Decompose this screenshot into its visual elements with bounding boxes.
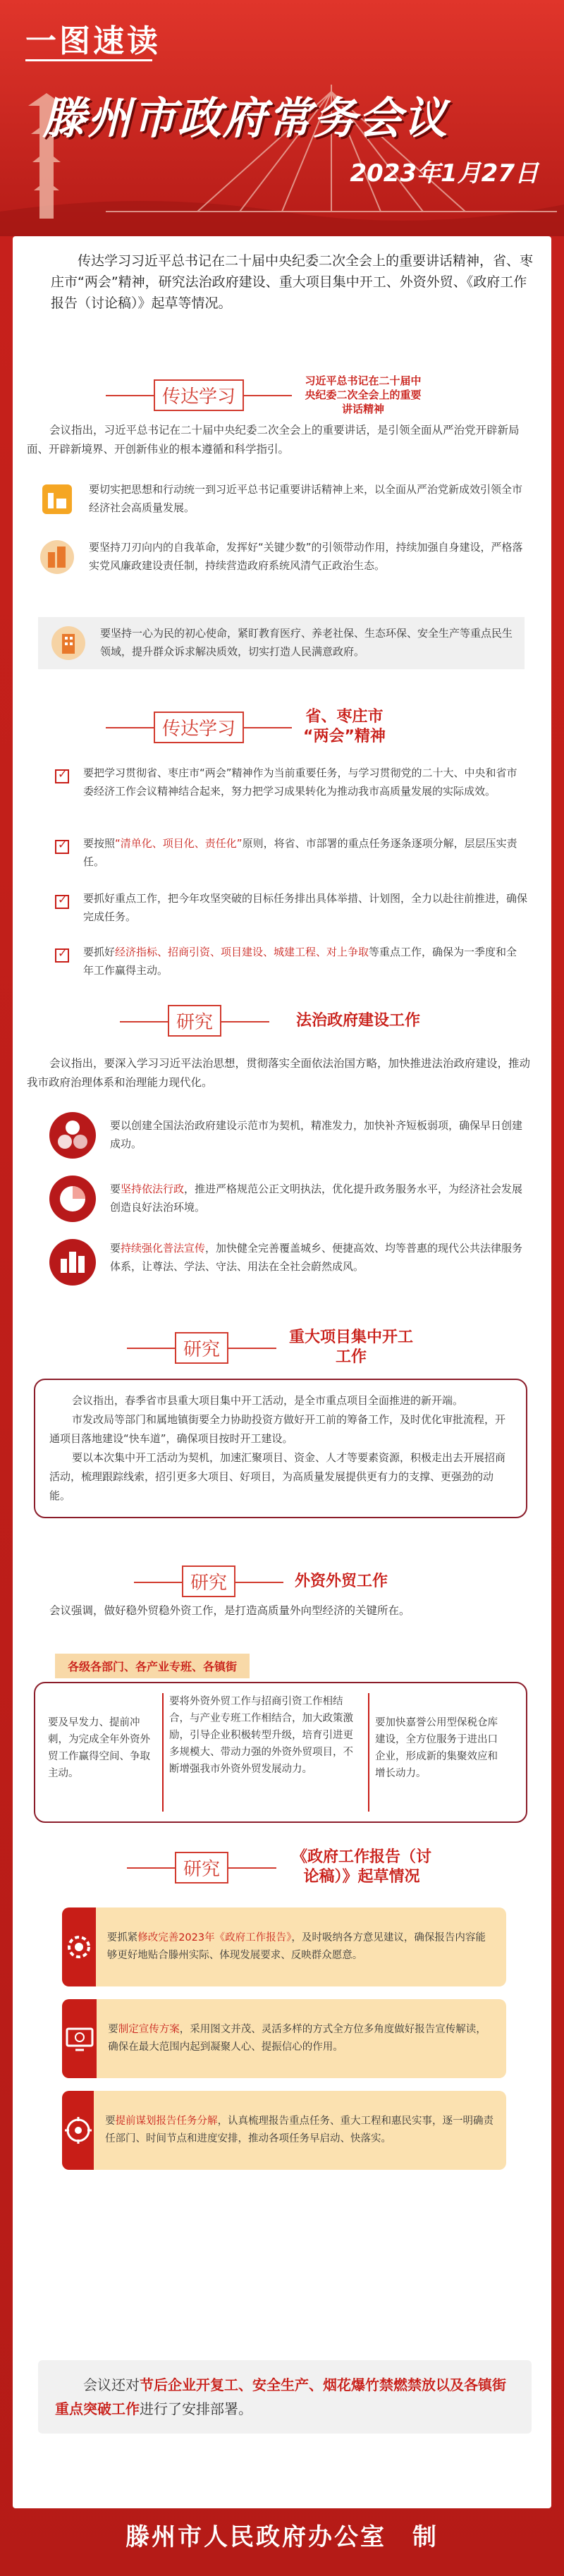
pie-chart-icon: [48, 1174, 97, 1223]
section-2-item-text: 要把学习贯彻省、枣庄市“两会”精神作为当前重要任务，与学习贯彻党的二十大、中央和省市委经济工作会议精神结合起来，努力把学习成果转化为推动我市高质量发展的实际成效。: [83, 767, 517, 798]
section-2-item-text: [83, 834, 527, 871]
icon-wrap: [62, 1907, 96, 1986]
city-icon: [48, 1238, 97, 1287]
section-4-paragraph: 市发改局等部门和属地镇街要全力协助投资方做好开工前的筹备工作，及时优化审批流程，开通项目落地建设“快车道”，确保项目按时开工建设。: [49, 1413, 506, 1445]
text-part: 要: [108, 2024, 118, 2035]
icon-wrap: [62, 1999, 97, 2078]
banner-title: 滕州市政府常务会议: [42, 92, 449, 144]
text-part: 原则，将省、市部署的重点任务逐条逐项分解，层层压实责任。: [83, 837, 517, 868]
text-part: ，加快健全完善覆盖城乡、便捷高效、均等普惠的现代公共法律服务体系，让尊法、学法、守法、用法在全社会蔚然成风。: [110, 1242, 523, 1273]
text-part: 要: [105, 2116, 116, 2127]
highlight-text: 坚持依法行政: [121, 1183, 185, 1195]
section-5-subtitle: 外资外贸工作: [295, 1572, 388, 1590]
section-6-header: [175, 1848, 436, 1887]
checkbox-icon: [55, 840, 69, 854]
highlight-text: 提前谋划报告任务分解: [115, 2116, 218, 2127]
highlight-text: 修改完善2023年《政府工作报告》: [137, 1932, 292, 1943]
section-3-item: [48, 1238, 527, 1287]
section-3-item-text: 要以创建全国法治政府建设示范市为契机，精准发力，加快补齐短板弱项，确保早日创建成功。: [110, 1119, 523, 1150]
cog-icon: [63, 2115, 94, 2146]
section-3-item: [48, 1174, 527, 1223]
section-4-paragraph: 要以本次集中开工活动为契机，加速汇聚项目、资金、人才等要素资源，积极走出去开展招商活动，梳理跟踪线索，招引更多大项目、好项目，为高质量发展提供更有力的支撑、更强劲的动能。: [49, 1451, 506, 1502]
section-2-subtitle-line1: 省、枣庄市: [305, 708, 384, 726]
text-part: 要抓紧: [106, 1932, 138, 1943]
checkbox-icon: [55, 948, 69, 963]
section-2-subtitle: [303, 707, 386, 747]
section-3-item: [48, 1111, 527, 1160]
section-2-item-text: [83, 943, 527, 979]
text-part: ，及时吸纳各方意见建议，确保报告内容能够更好地贴合滕州实际、体现发展要求、反映群众愿意。: [106, 1932, 486, 1961]
text-part: 要按照: [83, 837, 116, 850]
section-5-col: 要将外资外贸工作与招商引资工作相结合，与产业专班工作相结合，加大政策激励，引导企业积极转型升级，培育引进更多规模大、带动力强的外资外贸项目，不断增强我市外资外贸发展动力。: [169, 1696, 353, 1775]
section-1-subtitle: 习近平总书记在二十届中央纪委二次全会上的重要讲话精神: [305, 374, 422, 415]
section-5-col: 要加快嘉誉公用型保税仓库建设，全方位服务于进出口企业，形成新的集聚效应和增长动力。: [375, 1717, 498, 1779]
text-part: ，推进严格规范公正文明执法，优化提升政务服务水平，为经济社会发展创造良好法治环境。: [110, 1183, 523, 1214]
network-icon: [48, 1111, 97, 1160]
section-5-tag: 研究: [182, 1565, 235, 1597]
section-5-intro: 会议强调，做好稳外贸稳外资工作，是打造高质量外向型经济的关键所在。: [49, 1604, 410, 1617]
section-1-item: [38, 617, 525, 669]
text-part: 要: [110, 1242, 121, 1255]
section-2-item: [55, 889, 527, 926]
section-2-item: [55, 764, 527, 800]
section-1-item: [38, 480, 525, 518]
section-6-item-text: [97, 2015, 506, 2062]
section-3-item-text: [110, 1239, 527, 1276]
section-5-columns: [34, 1682, 527, 1823]
section-2-item: [55, 834, 527, 871]
section-2-item: [55, 943, 527, 979]
section-6-item: [62, 2091, 506, 2170]
building-icon: [49, 624, 87, 662]
section-3-subtitle: 法治政府建设工作: [296, 1011, 421, 1030]
section-4-subtitle: 重大项目集中开工工作: [289, 1329, 414, 1366]
section-4-box: [34, 1379, 527, 1518]
highlight-text: 经济指标、招商引资、项目建设、城建工程、对上争取: [115, 946, 369, 958]
section-6-item: [62, 1907, 506, 1986]
checkbox-icon: [55, 895, 69, 909]
text-part: ，采用图文并茂、灵活多样的方式全方位多角度做好报告宣传解读，确保在最大范围内起到凝聚人心、提振信心的作用。: [108, 2024, 486, 2053]
section-6-item: [62, 1999, 506, 2078]
highlight-text: 节后企业开复工、安全生产、烟花爆竹禁燃禁放以及各镇街重点突破工作: [55, 2376, 506, 2417]
text-part: 要抓好: [83, 946, 116, 958]
text-part: 要: [110, 1183, 121, 1195]
bar-chart-icon: [38, 480, 76, 518]
highlight-text: 制定宣传方案: [118, 2024, 180, 2035]
section-2-tag: 传达学习: [154, 712, 244, 743]
buildings-icon: [38, 538, 76, 576]
section-3-header: [168, 1005, 436, 1037]
checkbox-icon: [55, 769, 69, 783]
section-1-item: [38, 538, 525, 576]
section-4-tag: 研究: [175, 1332, 228, 1364]
section-5-header: [182, 1565, 388, 1597]
section-6-item-text: [94, 2107, 506, 2154]
section-1-item-text: 要切实把思想和行动统一到习近平总书记重要讲话精神上来，以全面从严治党新成效引领全市经济社会高质量发展。: [89, 483, 523, 514]
section-2-header: [154, 707, 386, 747]
banner: [0, 0, 564, 236]
section-1-item-text: 要坚持刀刃向内的自我革命，发挥好“关键少数”的引领带动作用，持续加强自身建设，严格落实党风廉政建设责任制，持续营造政府系统风清气正政治生态。: [89, 541, 523, 572]
section-1-tag: 传达学习: [154, 379, 244, 411]
gear-icon: [63, 1931, 94, 1962]
icon-wrap: [62, 2091, 94, 2170]
section-2-item-text: 要抓好重点工作，把今年攻坚突破的目标任务排出具体举措、计划图，全力以赴往前推进，确保完成任务。: [83, 892, 528, 923]
highlight-text: “清单化、项目化、责任化”: [115, 837, 243, 850]
footer-credit: 滕州市人民政府办公室 制: [125, 2523, 439, 2551]
monitor-icon: [64, 2023, 95, 2054]
section-1-header: [154, 374, 423, 416]
highlight-text: 持续强化普法宣传: [121, 1242, 206, 1255]
section-4-header: [175, 1328, 415, 1367]
text-part: 进行了安排部署。: [140, 2400, 252, 2417]
section-2-subtitle-line2: “两会”精神: [303, 728, 386, 745]
section-3-intro: 会议指出，要深入学习习近平法治思想，贯彻落实全面依法治国方略，加快推进法治政府建设，推动我市政府治理体系和治理能力现代化。: [27, 1057, 531, 1089]
kicker-rule: [25, 59, 152, 61]
section-6-tag: 研究: [175, 1852, 228, 1884]
lead-paragraph: 传达学习习近平总书记在二十届中央纪委二次全会上的重要讲话精神，省、枣庄市“两会”精神，研究法治政府建设、重大项目集中开工、外资外贸、《政府工作报告（讨论稿）》起草等情况。: [51, 253, 534, 311]
text-part: 等重点工作，确保为一季度和全年工作赢得主动。: [83, 946, 517, 977]
section-6-subtitle: 《政府工作报告（讨论稿）》起草情况: [292, 1848, 432, 1886]
content-card: [13, 236, 551, 2508]
section-4-paragraph: 会议指出，春季省市县重大项目集中开工活动，是全市重点项目全面推进的新开端。: [72, 1394, 464, 1407]
closing-note: [38, 2360, 532, 2434]
section-3-tag: 研究: [168, 1005, 221, 1037]
section-5-col: 要及早发力、提前冲刺，为完成全年外资外贸工作赢得空间、争取主动。: [48, 1717, 150, 1779]
banner-date: 2023年1月27日: [350, 159, 539, 188]
section-1-intro: 会议指出，习近平总书记在二十届中央纪委二次全会上的重要讲话，是引领全面从严治党开辟新局面、开辟新境界、开创新伟业的根本遵循和科学指引。: [27, 424, 520, 456]
banner-kicker: 一图速读: [25, 23, 161, 59]
text-part: 会议还对: [83, 2376, 140, 2393]
text-part: ，认真梳理报告重点任务、重大工程和惠民实事，逐一明确责任部门、时间节点和进度安排，推动各项任务早启动、快落实。: [105, 2116, 494, 2144]
section-3-item-text: [110, 1180, 527, 1216]
section-5-bar-label: 各级各部门、各产业专班、各镇街: [55, 1654, 250, 1678]
section-6-item-text: [96, 1924, 506, 1970]
section-1-item-text: 要坚持一心为民的初心使命，紧盯教育医疗、养老社保、生态环保、安全生产等重点民生领域，提升群众诉求解决质效，切实打造人民满意政府。: [100, 627, 513, 658]
